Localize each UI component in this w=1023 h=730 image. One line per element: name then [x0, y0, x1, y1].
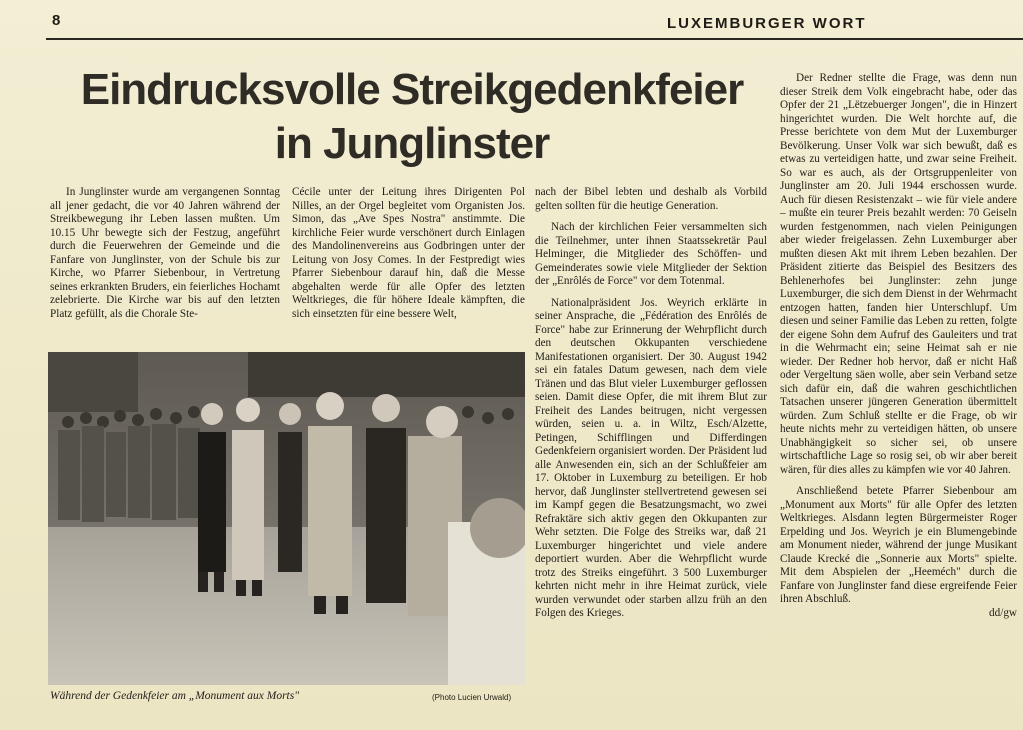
- header-rule: [46, 10, 1023, 40]
- headline-line-1: Eindrucksvolle Streikgedenkfeier: [80, 65, 744, 114]
- article-column-3: [535, 186, 767, 621]
- article-headline: [54, 66, 770, 168]
- ceremony-photo-image: [48, 352, 525, 685]
- article-column-1: [50, 186, 280, 321]
- headline-line-2: in Junglinster: [274, 119, 550, 168]
- author-signature: dd/gw: [989, 606, 1017, 619]
- article-column-4: [780, 72, 1017, 620]
- column-2-text: Cécile unter der Leitung ihres Dirigenten Pol Nilles, an der Orgel begleitet vom Organisten Jos. Simon, das „Ave Spes Nostra" anstimmte. Die kirchliche Feier wurde verschönert durch Einlagen des Mandolinenvereins aus Godbringen unter der Leitung von Josy Comes. In der Festpredigt wies Pfarrer Siebenbour darauf hin, daß die Messe abgehalten werde für alle Opfer des letzten Weltkrieges, die für höhere Ideale kämpften, die sich einsetzten für eine bessere Welt,: [292, 186, 525, 320]
- column-4-paragraph-1: Der Redner stellte die Frage, was denn nun dieser Streik dem Volk eingebracht habe, oder das Opfer der 21 „Lëtzebuerger Jongen", die in Hinzert hingerichtet wurden. Die Welt horchte auf, die Presse berichtete von dem Mut der Luxemburger Bevölkerung. Unser Volk war sich bewußt, daß es etwas zu verteidigen hatte, und zwar seine Freiheit. So war es auch, als der Ortsgruppenleiter von Junglinster am 20. Juli 1944 erschossen wurde. Auch für diesen Resistenzakt – wie für viele andere – mußte ein teurer Preis bezahlt werden: 70 Geiseln wurden festgenommen, nach vielen Peinigungen aber wieder freigelassen. Zehn Luxemburger aber mußten diesen Akt mit ihrem Leben bezahlen. Der Präsident zitierte das Beispiel des Besitzers des Behlenerhofes bei Junglinster: zehn junge Luxemburger, die sich dem Dienst in der Wehrmacht entzogen hatten, fanden hier Unterschlupf. Um diesen und seiner Familie das Leben zu retten, folgte der eigene Sohn dem Aufruf des Gauleiters und trat in die Wehrmacht ein; seine Heimat sah er nie wieder. Der Redner hob hervor, daß er nicht Haß oder Vergeltung säen wolle, aber sein Verband setze sich dafür ein, daß die wahren geschichtlichen Tatsachen unserer jüngeren Generation übermittelt würden. Zum Schluß stellte er die Frage, ob wir heute nichts mehr zu verteidigen hätten, ob unsere Unabhängigkeit so sicher sei, ob unsere wirtschaftliche Lage so rosig sei, ob wir aber bereit wären, für dies alles zu kämpfen wie vor 40 Jahren.: [780, 72, 1017, 476]
- photo-credit: (Photo Lucien Urwald): [432, 693, 512, 702]
- column-3-paragraph-2: Nach der kirchlichen Feier versammelten sich die Teilnehmer, unter ihnen Staatssekretär Paul Helminger, die Mitglieder des Schöffen- und Gemeinderates sowie viele Mitglieder der Sektion der „Enrôlés de Force" vor dem Totenmal.: [535, 221, 767, 287]
- ceremony-photo: [48, 352, 525, 685]
- column-3-paragraph-3: Nationalpräsident Jos. Weyrich erklärte in seiner Ansprache, die „Fédération des Enrôlés de Force" habe zur Erinnerung der Wehrpflicht durch den deutschen Okkupanten verschiedene Manifestationen organisiert. Der 30. August 1942 sei ein fatales Datum gewesen, nach dem viele Tränen und das Blut vieler Luxemburger geflossen seien. Damit diese Opfer, die mit ihrem Blut zur Freiheit des Landes beitrugen, nicht vergessen würden, seien u. a. in Wiltz, Esch/Alzette, Petingen, Schifflingen und Differdingen Gedenkfeiern organisiert worden. Der Präsident lud alle Anwesenden ein, sich an der Schlußfeier am 17. Oktober in Luxemburg zu beteiligen. Er hob hervor, daß Junglinster stellvertretend gewesen sei im Kampf gegen die Besatzungsmacht, wo zwei Refraktäre sich aktiv gegen den Okkupanten zur Wehr setzten. Die Folge des Streiks war, daß 21 Luxemburger hingerichtet und viele andere deportiert wurden. Aber die Wehrpflicht wurde trotz des Streiks eingeführt. 3 500 Luxemburger kehrten nicht mehr in ihre Heimat zurück, viele wurden verwundet oder starben allzu früh an den Folgen des Krieges.: [535, 296, 767, 619]
- newspaper-name: LUXEMBURGER WORT: [667, 15, 867, 32]
- column-3-top-text: nach der Bibel lebten und deshalb als Vorbild gelten sollten für die heutige Generation.: [535, 186, 767, 212]
- photo-caption: Während der Gedenkfeier am „Monument aux Morts": [50, 690, 300, 702]
- column-4-paragraph-2: Anschließend betete Pfarrer Siebenbour am „Monument aux Morts" für alle Opfer des letzten Weltkrieges. Alsdann legten Bürgermeister Roger Erpelding und Jos. Weyrich je ein Blumengebinde am Monument nieder, während der junge Musikant Claude Krecké die „Sonnerie aux Morts" spielte. Mit dem Abspielen der „Heeméch" durch die Fanfare von Junglinster fand diese ergreifende Feier ihren Abschluß.: [780, 485, 1017, 605]
- column-1-text: In Junglinster wurde am vergangenen Sonntag all jener gedacht, die vor 40 Jahren während der Streikbewegung ihr Leben lassen mußten. Um 10.15 Uhr bewegte sich der Festzug, angeführt durch die Feuerwehren der Gemeinde und die Fanfare von Junglinster, von der Schule bis zur Kirche, wo Pfarrer Siebenbour, in Vertretung seines erkrankten Bruders, ein feierliches Hochamt zelebrierte. Die Kirche war bis auf den letzten Platz gefüllt, als die Chorale Ste-: [50, 186, 280, 320]
- page-number: 8: [52, 12, 61, 29]
- article-column-2: [292, 186, 525, 321]
